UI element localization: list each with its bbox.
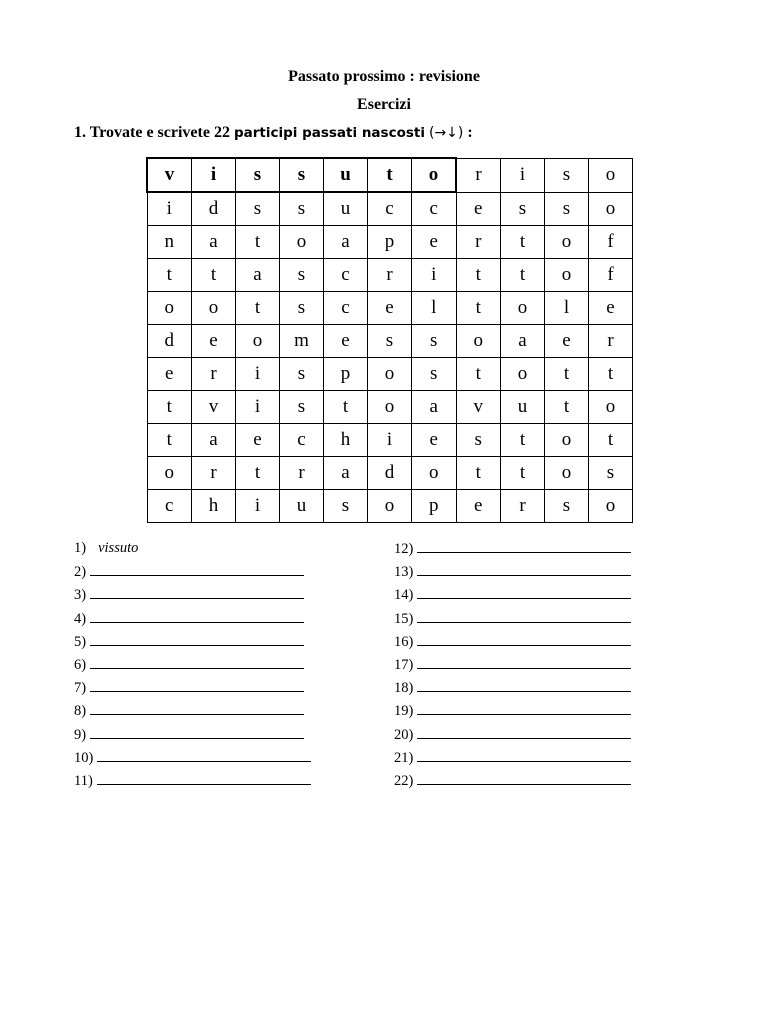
answer-line <box>74 632 311 655</box>
grid-cell: o <box>589 158 633 192</box>
answer-line <box>394 539 631 562</box>
grid-cell: s <box>368 325 412 358</box>
grid-cell: m <box>280 325 324 358</box>
grid-cell: i <box>147 192 192 226</box>
grid-cell: p <box>412 490 457 523</box>
answer-number: 11) <box>74 772 93 789</box>
grid-cell: t <box>456 292 501 325</box>
grid-row <box>147 391 633 424</box>
grid-row <box>147 358 633 391</box>
grid-cell: o <box>147 292 192 325</box>
grid-cell: t <box>147 424 192 457</box>
grid-cell: e <box>147 358 192 391</box>
answer-number: 22) <box>394 772 414 789</box>
grid-cell: e <box>456 490 501 523</box>
grid-cell: o <box>589 490 633 523</box>
grid-cell: c <box>280 424 324 457</box>
grid-cell: i <box>412 259 457 292</box>
word-search-grid <box>146 157 633 523</box>
grid-cell: u <box>280 490 324 523</box>
grid-cell: o <box>456 325 501 358</box>
answer-line <box>394 748 631 771</box>
grid-cell: r <box>456 226 501 259</box>
answer-number: 21) <box>394 749 414 766</box>
grid-cell: o <box>412 158 457 192</box>
grid-cell: t <box>501 457 545 490</box>
grid-cell: t <box>501 259 545 292</box>
answer-number: 13) <box>394 564 414 581</box>
grid-cell: o <box>368 391 412 424</box>
grid-cell: s <box>412 325 457 358</box>
grid-cell: v <box>192 391 236 424</box>
grid-cell: o <box>368 358 412 391</box>
answer-number: 18) <box>394 680 414 697</box>
grid-cell: t <box>456 457 501 490</box>
answer-number: 10) <box>74 749 94 766</box>
grid-cell: p <box>324 358 368 391</box>
grid-cell: u <box>324 158 368 192</box>
answer-number: 6) <box>74 656 87 673</box>
grid-cell: v <box>456 391 501 424</box>
grid-cell: o <box>589 192 633 226</box>
grid-cell: s <box>501 192 545 226</box>
answer-blank[interactable] <box>90 725 304 739</box>
grid-cell: o <box>501 358 545 391</box>
answer-blank[interactable] <box>417 725 631 739</box>
grid-cell: o <box>368 490 412 523</box>
answer-blank[interactable] <box>90 655 304 669</box>
grid-cell: e <box>192 325 236 358</box>
grid-cell: s <box>412 358 457 391</box>
answer-number: 15) <box>394 610 414 627</box>
answer-number: 19) <box>394 703 414 720</box>
grid-cell: t <box>589 358 633 391</box>
grid-cell: h <box>192 490 236 523</box>
answer-line <box>394 655 631 678</box>
answer-line <box>74 655 311 678</box>
grid-row <box>147 192 633 226</box>
grid-cell: t <box>456 259 501 292</box>
grid-row <box>147 226 633 259</box>
grid-cell: o <box>236 325 280 358</box>
grid-cell: s <box>280 292 324 325</box>
grid-cell: l <box>412 292 457 325</box>
grid-cell: s <box>545 158 589 192</box>
answer-blank[interactable] <box>417 655 631 669</box>
grid-cell: t <box>501 226 545 259</box>
grid-cell: l <box>545 292 589 325</box>
grid-row <box>147 490 633 523</box>
grid-cell: s <box>545 490 589 523</box>
grid-cell: i <box>192 158 236 192</box>
grid-cell: c <box>324 292 368 325</box>
answer-number: 8) <box>74 703 87 720</box>
answer-line <box>394 585 631 608</box>
answer-text: vissuto <box>98 540 139 556</box>
grid-cell: s <box>236 158 280 192</box>
grid-cell: s <box>456 424 501 457</box>
answer-line <box>74 539 311 562</box>
grid-cell: o <box>501 292 545 325</box>
answer-line <box>74 725 311 748</box>
grid-cell: v <box>147 158 192 192</box>
grid-cell: t <box>236 292 280 325</box>
grid-cell: a <box>412 391 457 424</box>
grid-cell: c <box>324 259 368 292</box>
grid-cell: e <box>412 226 457 259</box>
grid-cell: o <box>545 424 589 457</box>
grid-cell: i <box>368 424 412 457</box>
grid-cell: e <box>236 424 280 457</box>
grid-row <box>147 325 633 358</box>
page-title: Passato prossimo : revisione <box>288 68 480 85</box>
answer-line <box>74 562 311 585</box>
grid-cell: e <box>412 424 457 457</box>
grid-cell: o <box>192 292 236 325</box>
grid-cell: o <box>545 259 589 292</box>
grid-cell: r <box>280 457 324 490</box>
grid-cell: a <box>236 259 280 292</box>
grid-cell: a <box>192 226 236 259</box>
grid-cell: t <box>456 358 501 391</box>
grid-cell: f <box>589 226 633 259</box>
answer-blank[interactable] <box>417 771 631 785</box>
grid-cell: t <box>236 457 280 490</box>
grid-cell: i <box>236 358 280 391</box>
grid-cell: r <box>368 259 412 292</box>
arrows-icon: (→↓) <box>428 125 464 141</box>
answer-number: 2) <box>74 564 87 581</box>
grid-cell: r <box>192 457 236 490</box>
grid-cell: a <box>324 457 368 490</box>
grid-cell: u <box>501 391 545 424</box>
answer-blank[interactable] <box>97 771 311 785</box>
answer-blank[interactable] <box>417 609 631 623</box>
grid-cell: e <box>589 292 633 325</box>
answer-blank[interactable] <box>417 539 631 553</box>
grid-cell: t <box>147 391 192 424</box>
grid-cell: o <box>147 457 192 490</box>
answer-number: 17) <box>394 656 414 673</box>
answer-line <box>74 701 311 724</box>
grid-row <box>147 259 633 292</box>
answer-blank[interactable] <box>90 585 304 599</box>
answer-line <box>74 771 311 794</box>
answer-line <box>394 771 631 794</box>
grid-cell: s <box>589 457 633 490</box>
answer-blank[interactable] <box>90 632 304 646</box>
grid-cell: o <box>412 457 457 490</box>
grid-cell: e <box>324 325 368 358</box>
grid-row <box>147 424 633 457</box>
exercise-instruction <box>74 124 473 142</box>
exercise-suffix: : <box>467 124 473 141</box>
grid-cell: i <box>236 490 280 523</box>
grid-cell: s <box>280 391 324 424</box>
answer-number: 12) <box>394 541 414 557</box>
grid-cell: t <box>192 259 236 292</box>
grid-cell: u <box>324 192 368 226</box>
answer-blank[interactable] <box>417 562 631 576</box>
answer-number: 7) <box>74 680 87 697</box>
grid-cell: a <box>501 325 545 358</box>
answer-line <box>74 585 311 608</box>
grid-cell: h <box>324 424 368 457</box>
answer-number: 3) <box>74 587 87 604</box>
grid-cell: s <box>280 158 324 192</box>
answer-list-right <box>394 539 631 794</box>
answer-number: 1) <box>74 540 87 556</box>
grid-cell: d <box>147 325 192 358</box>
answer-blank[interactable] <box>90 701 304 715</box>
answer-line <box>394 562 631 585</box>
answer-blank[interactable] <box>97 748 311 762</box>
exercise-mid: participi passati nascosti <box>233 125 425 141</box>
grid-cell: p <box>368 226 412 259</box>
answer-line <box>394 701 631 724</box>
grid-cell: s <box>545 192 589 226</box>
grid-cell: s <box>280 358 324 391</box>
grid-cell: c <box>147 490 192 523</box>
answer-line <box>394 725 631 748</box>
answer-line <box>394 609 631 632</box>
grid-cell: c <box>368 192 412 226</box>
grid-cell: a <box>192 424 236 457</box>
grid-cell: t <box>501 424 545 457</box>
grid-cell: s <box>236 192 280 226</box>
grid-cell: e <box>368 292 412 325</box>
grid-cell: r <box>589 325 633 358</box>
grid-cell: o <box>545 457 589 490</box>
grid-cell: t <box>368 158 412 192</box>
grid-cell: s <box>280 192 324 226</box>
grid-cell: r <box>456 158 501 192</box>
answer-blank[interactable] <box>417 678 631 692</box>
answer-line <box>74 609 311 632</box>
grid-cell: o <box>589 391 633 424</box>
grid-cell: n <box>147 226 192 259</box>
grid-cell: i <box>236 391 280 424</box>
grid-cell: o <box>280 226 324 259</box>
answer-blank[interactable] <box>417 585 631 599</box>
grid-cell: a <box>324 226 368 259</box>
page-subtitle: Esercizi <box>357 96 411 113</box>
grid-cell: t <box>589 424 633 457</box>
answer-line <box>74 748 311 771</box>
grid-cell: t <box>236 226 280 259</box>
answer-number: 4) <box>74 610 87 627</box>
answer-blank[interactable] <box>417 632 631 646</box>
grid-cell: f <box>589 259 633 292</box>
answer-number: 16) <box>394 633 414 650</box>
grid-cell: o <box>545 226 589 259</box>
grid-row <box>147 158 633 192</box>
answer-number: 20) <box>394 726 414 743</box>
answer-blank[interactable] <box>417 701 631 715</box>
answer-blank[interactable] <box>90 609 304 623</box>
grid-cell: e <box>456 192 501 226</box>
grid-cell: c <box>412 192 457 226</box>
answer-blank[interactable] <box>90 678 304 692</box>
grid-cell: t <box>324 391 368 424</box>
answer-line <box>74 678 311 701</box>
grid-cell: i <box>501 158 545 192</box>
grid-cell: d <box>192 192 236 226</box>
grid-row <box>147 457 633 490</box>
answer-blank[interactable] <box>417 748 631 762</box>
grid-cell: t <box>545 358 589 391</box>
answer-list-left <box>74 539 311 794</box>
grid-cell: r <box>192 358 236 391</box>
grid-cell: s <box>324 490 368 523</box>
grid-cell: e <box>545 325 589 358</box>
answer-line <box>394 678 631 701</box>
answer-number: 5) <box>74 633 87 650</box>
answer-line <box>394 632 631 655</box>
grid-cell: r <box>501 490 545 523</box>
answer-blank[interactable] <box>90 562 304 576</box>
grid-row <box>147 292 633 325</box>
exercise-prefix: 1. Trovate e scrivete 22 <box>74 124 230 141</box>
answer-number: 14) <box>394 587 414 604</box>
grid-cell: t <box>147 259 192 292</box>
grid-cell: d <box>368 457 412 490</box>
answer-number: 9) <box>74 726 87 743</box>
grid-cell: s <box>280 259 324 292</box>
grid-cell: t <box>545 391 589 424</box>
